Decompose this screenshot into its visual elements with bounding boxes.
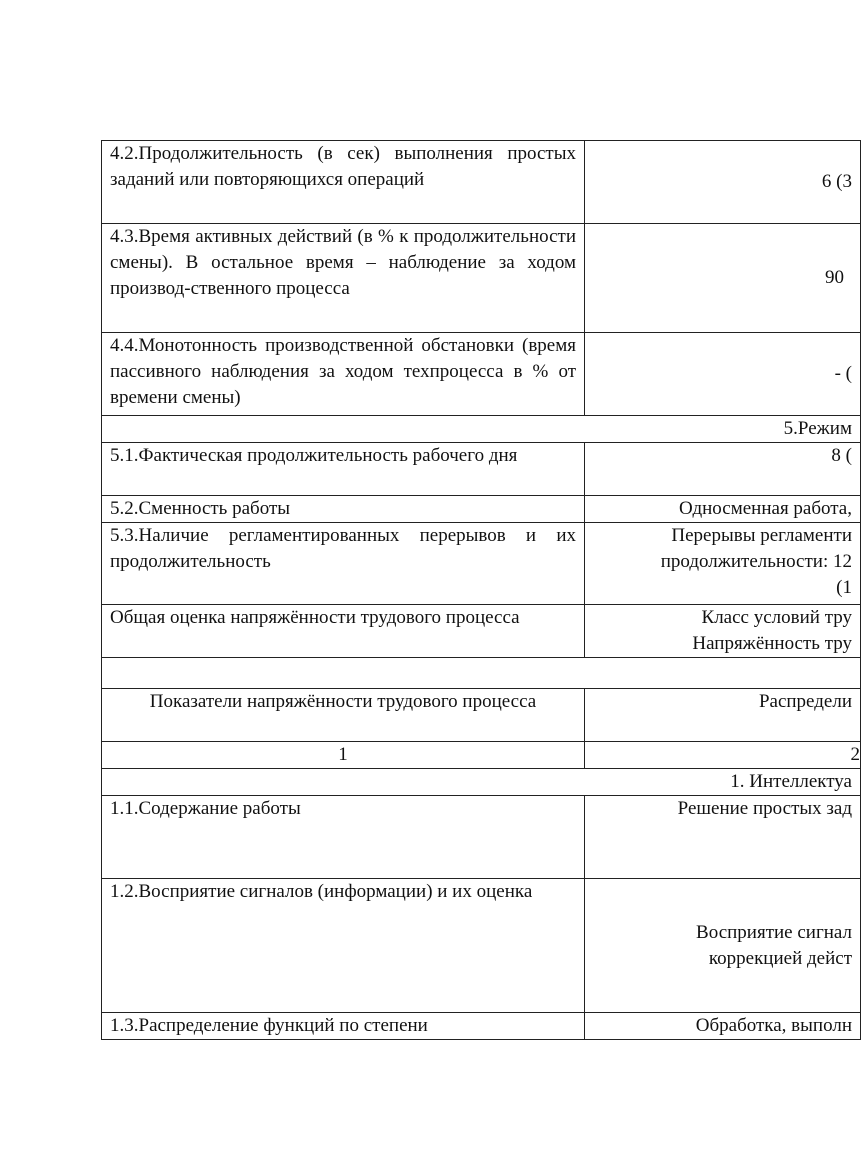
row-value: 8 ( xyxy=(585,443,861,496)
row-label: 4.3.Время активных действий (в % к продолжительности смены). В остальное время – наблюдение за ходом производ-ственного процесса xyxy=(102,224,585,333)
section-row xyxy=(102,416,861,443)
value-line: (1 xyxy=(836,577,852,598)
row-label: 5.2.Сменность работы xyxy=(102,496,585,523)
value-line: продолжительности: 12 xyxy=(660,551,852,572)
table-row xyxy=(102,523,861,605)
row-value: 90 xyxy=(585,224,861,333)
row-label: Общая оценка напряжённости трудового процесса xyxy=(102,605,585,658)
header-col1: Показатели напряжённости трудового процесса xyxy=(102,689,585,742)
row-label: 5.3.Наличие регламентированных перерывов и их продолжительность xyxy=(102,523,585,605)
spacer-row xyxy=(102,658,861,689)
row-label: 1.1.Содержание работы xyxy=(102,796,585,879)
section-row xyxy=(102,769,861,796)
table-row xyxy=(102,796,861,879)
value-line: Перерывы регламенти xyxy=(671,525,852,546)
table-row xyxy=(102,879,861,1013)
row-value: 6 (3 xyxy=(585,141,861,224)
row-label: 5.1.Фактическая продолжительность рабочего дня xyxy=(102,443,585,496)
value-line: Восприятие сигнал xyxy=(696,921,852,943)
value-line: Класс условий тру xyxy=(701,607,852,628)
section-title: 1. Интеллектуа xyxy=(102,769,861,796)
row-value: Решение простых зад xyxy=(585,796,861,879)
row-label: 1.2.Восприятие сигналов (информации) и их оценка xyxy=(102,879,585,1013)
row-value: Обработка, выполн xyxy=(585,1013,861,1040)
col2-number: 2 xyxy=(585,742,861,769)
value-line: Напряжённость тру xyxy=(692,633,852,654)
labor-intensity-table xyxy=(101,140,861,1040)
number-row xyxy=(102,742,861,769)
row-value xyxy=(585,605,861,658)
header-col2: Распредели xyxy=(585,689,861,742)
row-value: - ( xyxy=(585,333,861,416)
empty-cell xyxy=(102,658,861,689)
table-row xyxy=(102,496,861,523)
table-row xyxy=(102,443,861,496)
row-label: 4.2.Продолжительность (в сек) выполнения простых заданий или повторяющихся операций xyxy=(102,141,585,224)
row-value xyxy=(585,523,861,605)
table-row xyxy=(102,224,861,333)
row-value: Односменная работа, xyxy=(585,496,861,523)
header-row xyxy=(102,689,861,742)
row-label: 1.3.Распределение функций по степени xyxy=(102,1013,585,1040)
table-row xyxy=(102,141,861,224)
col1-number: 1 xyxy=(102,742,585,769)
row-value xyxy=(585,879,861,1013)
value-line: коррекцией дейст xyxy=(708,947,852,969)
table-row xyxy=(102,1013,861,1040)
table-row xyxy=(102,605,861,658)
section-title: 5.Режим xyxy=(102,416,861,443)
table-row xyxy=(102,333,861,416)
row-label: 4.4.Монотонность производственной обстановки (время пассивного наблюдения за ходом техпроцесса в % от времени смены) xyxy=(102,333,585,416)
